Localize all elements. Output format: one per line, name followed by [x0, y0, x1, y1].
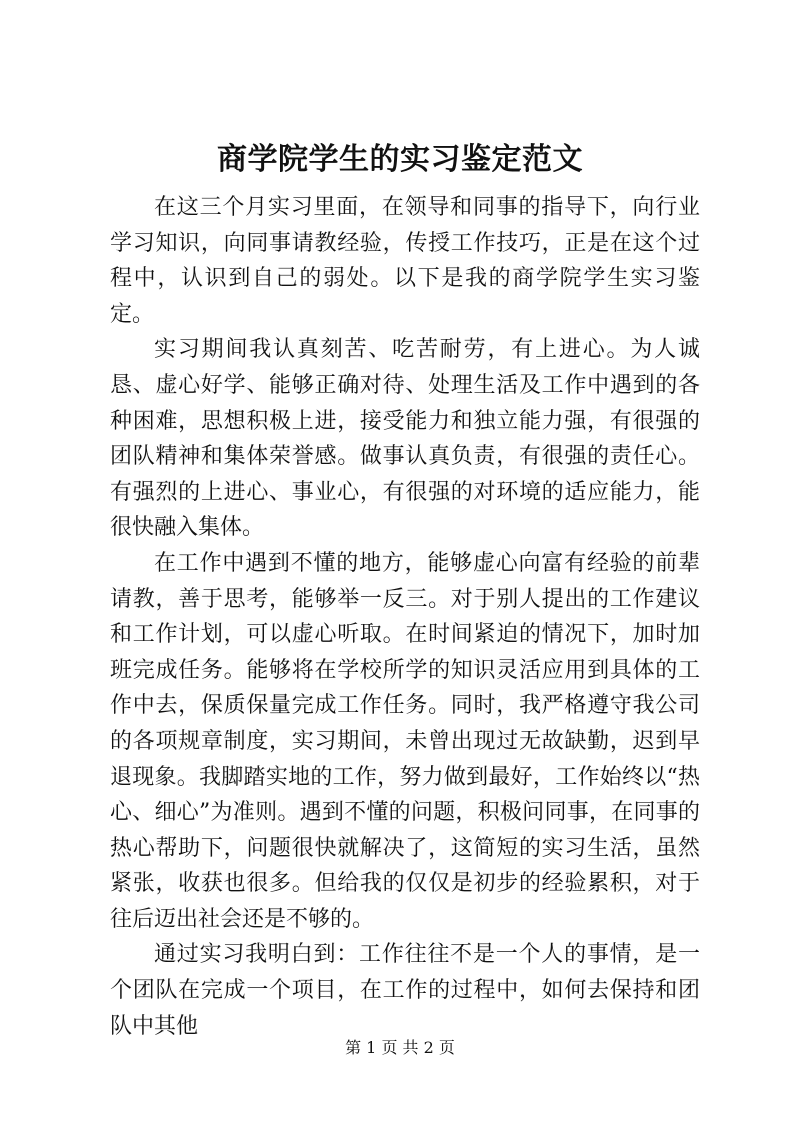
document-body — [110, 190, 700, 1044]
document-title: 商学院学生的实习鉴定范文 — [217, 142, 583, 177]
paragraph-2: 实习期间我认真刻苦、吃苦耐劳，有上进心。为人诚恳、虚心好学、能够正确对待、处理生活及工作中遇到的各种困难，思想积极上进，接受能力和独立能力强，有很强的团队精神和集体荣誉感。做事认真负责，有很强的责任心。有强烈的上进心、事业心，有很强的对环境的适应能力，能很快融入集体。 — [110, 337, 700, 541]
paragraph-3: 在工作中遇到不懂的地方，能够虚心向富有经验的前辈请教，善于思考，能够举一反三。对于别人提出的工作建议和工作计划，可以虚心听取。在时间紧迫的情况下，加时加班完成任务。能够将在学校所学的知识灵活应用到具体的工作中去，保质保量完成工作任务。同时，我严格遵守我公司的各项规章制度，实习期间，未曾出现过无故缺勤，迟到早退现象。我脚踏实地的工作，努力做到最好，工作始终以“热心、细心”为准则。遇到不懂的问题，积极问同事，在同事的热心帮助下，问题很快就解决了，这简短的实习生活，虽然紧张，收获也很多。但给我的仅仅是初步的经验累积，对于往后迈出社会还是不够的。 — [110, 550, 700, 932]
page-number-footer: 第 1 页 共 2 页 — [345, 1038, 455, 1057]
paragraph-1: 在这三个月实习里面，在领导和同事的指导下，向行业学习知识，向同事请教经验，传授工作技巧，正是在这个过程中，认识到自己的弱处。以下是我的商学院学生实习鉴定。 — [110, 195, 700, 327]
paragraph-4: 通过实习我明白到：工作往往不是一个人的事情，是一个团队在完成一个项目，在工作的过程中，如何去保持和团队中其他 — [110, 942, 700, 1039]
